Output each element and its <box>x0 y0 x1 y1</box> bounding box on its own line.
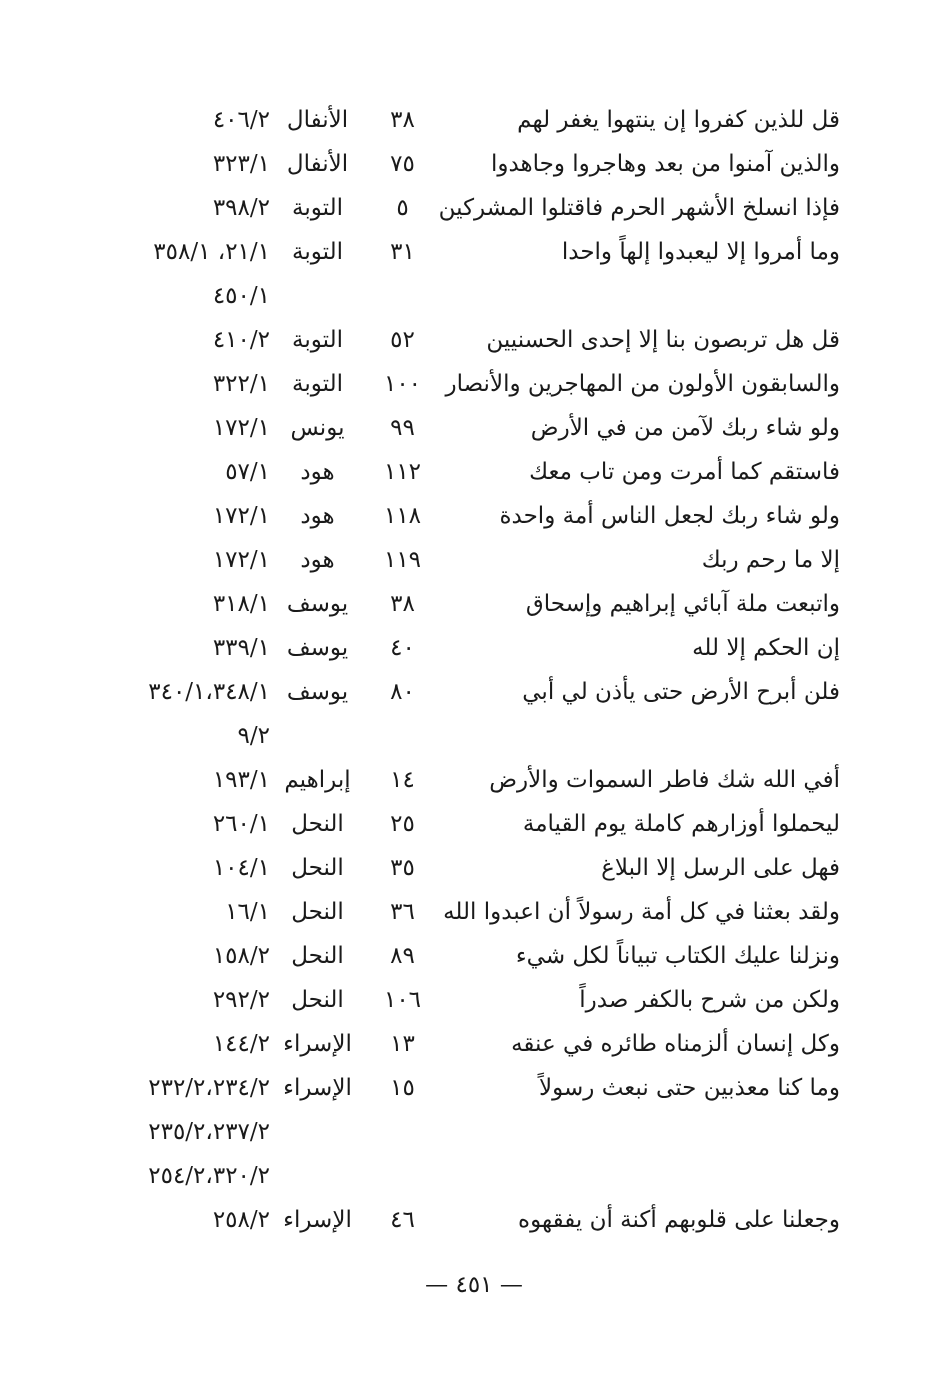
table-row <box>100 582 840 626</box>
table-row <box>100 362 840 406</box>
page-reference: ٢٣٥/٢،٢٣٧/٢ <box>148 1119 270 1145</box>
table-row <box>100 186 840 230</box>
page-reference: ١٧٢/١ <box>212 415 270 441</box>
page-reference: ٣٢٢/١ <box>212 371 270 397</box>
verse-text: إلا ما رحم ربك <box>701 547 840 573</box>
surah-name: هود <box>300 547 335 573</box>
page-reference: ٢٣٢/٢،٢٣٤/٢ <box>148 1075 270 1101</box>
table-row <box>100 802 840 846</box>
verse-text: ولو شاء ربك لجعل الناس أمة واحدة <box>499 503 840 529</box>
table-row <box>100 274 840 318</box>
verse-text: وما أمروا إلا ليعبدوا إلهاً واحدا <box>561 239 840 265</box>
surah-name: التوبة <box>292 327 343 353</box>
surah-name <box>270 274 365 318</box>
table-row <box>100 1154 840 1198</box>
verse-number: ٣١ <box>390 239 415 265</box>
table-row <box>100 494 840 538</box>
page-reference: ١٩٣/١ <box>212 767 270 793</box>
verse-number: ١٠٦ <box>383 987 422 1013</box>
verse-number: ١٤ <box>390 767 415 793</box>
surah-name: إبراهيم <box>284 767 351 793</box>
verse-number: ٨٩ <box>390 943 415 969</box>
surah-name: يونس <box>290 415 345 441</box>
surah-name: الأنفال <box>286 151 349 177</box>
surah-name: الأنفال <box>286 107 349 133</box>
table-row <box>100 890 840 934</box>
page-reference: ٢٩٢/٢ <box>212 987 270 1013</box>
table-row <box>100 318 840 362</box>
verse-text: قل للذين كفروا إن ينتهوا يغفر لهم <box>517 107 840 133</box>
surah-name: النحل <box>291 855 344 881</box>
verse-number: ١٠٠ <box>383 371 422 397</box>
page-reference: ٢١/١، ٣٥٨/١ <box>153 239 270 265</box>
table-row <box>100 758 840 802</box>
verse-number: ٣٨ <box>390 107 415 133</box>
table-row <box>100 406 840 450</box>
verse-number: ٧٥ <box>390 151 415 177</box>
verse-text <box>440 274 840 318</box>
surah-name <box>270 714 365 758</box>
page-reference: ١٠٤/١ <box>212 855 270 881</box>
verse-number: ٥٢ <box>390 327 415 353</box>
table-row <box>100 98 840 142</box>
page-reference: ٢٥٤/٢،٣٢٠/٢ <box>148 1163 270 1189</box>
verse-text: ولكن من شرح بالكفر صدراً <box>579 987 840 1013</box>
surah-name: يوسف <box>286 679 349 705</box>
verse-number: ٣٨ <box>390 591 415 617</box>
verse-number: ٥ <box>396 195 409 221</box>
verse-number: ٤٦ <box>390 1207 415 1233</box>
verse-text: ولو شاء ربك لآمن من في الأرض <box>530 415 840 441</box>
table-row <box>100 934 840 978</box>
verse-text: والسابقون الأولون من المهاجرين والأنصار <box>445 371 840 397</box>
table-row <box>100 142 840 186</box>
verse-text: فإذا انسلخ الأشهر الحرم فاقتلوا المشركين <box>438 195 840 221</box>
verse-text: فاستقم كما أمرت ومن تاب معك <box>529 459 840 485</box>
page-reference: ٩/٢ <box>237 723 270 749</box>
table-row <box>100 978 840 1022</box>
verse-number <box>365 274 440 318</box>
page-reference: ١٧٢/١ <box>212 547 270 573</box>
page-reference: ٣٤٠/١،٣٤٨/١ <box>148 679 270 705</box>
table-row <box>100 450 840 494</box>
page-reference: ٢٦٠/١ <box>212 811 270 837</box>
verse-text: وكل إنسان ألزمناه طائره في عنقه <box>511 1031 840 1057</box>
surah-name <box>270 1110 365 1154</box>
verse-text <box>440 714 840 758</box>
page-reference: ٢٥٨/٢ <box>212 1207 270 1233</box>
table-row <box>100 714 840 758</box>
verse-number: ١١٢ <box>383 459 422 485</box>
surah-name: التوبة <box>292 195 343 221</box>
table-row <box>100 1022 840 1066</box>
page-reference: ٥٧/١ <box>225 459 270 485</box>
table-row <box>100 670 840 714</box>
page-reference: ٣١٨/١ <box>212 591 270 617</box>
surah-name: هود <box>300 503 335 529</box>
verse-number <box>365 1154 440 1198</box>
table-row <box>100 626 840 670</box>
verse-text <box>440 1154 840 1198</box>
table-row <box>100 538 840 582</box>
page-reference: ٣٩٨/٢ <box>212 195 270 221</box>
table-row <box>100 846 840 890</box>
page-reference: ٤١٠/٢ <box>212 327 270 353</box>
verse-number: ١١٩ <box>383 547 422 573</box>
page-number: — ٤٥١ — <box>425 1272 523 1298</box>
page-reference: ٣٣٩/١ <box>212 635 270 661</box>
page-reference: ١٧٢/١ <box>212 503 270 529</box>
surah-name: النحل <box>291 811 344 837</box>
surah-name: النحل <box>291 987 344 1013</box>
verse-text: ليحملوا أوزارهم كاملة يوم القيامة <box>522 811 840 837</box>
verse-text: واتبعت ملة آبائي إبراهيم وإسحاق <box>525 591 840 617</box>
verse-number: ١٣ <box>390 1031 415 1057</box>
page-reference: ٤٠٦/٢ <box>212 107 270 133</box>
table-row <box>100 1198 840 1242</box>
verse-text: قل هل تربصون بنا إلا إحدى الحسنيين <box>486 327 840 353</box>
verse-number: ١١٨ <box>383 503 422 529</box>
verse-number: ٣٦ <box>390 899 415 925</box>
verse-index-table <box>100 98 840 1242</box>
verse-number <box>365 714 440 758</box>
verse-text: وما كنا معذبين حتى نبعث رسولاً <box>539 1075 840 1101</box>
verse-text: والذين آمنوا من بعد وهاجروا وجاهدوا <box>490 151 840 177</box>
verse-text: ونزلنا عليك الكتاب تبياناً لكل شيء <box>515 943 840 969</box>
surah-name: هود <box>300 459 335 485</box>
verse-number: ٨٠ <box>390 679 415 705</box>
verse-number: ٢٥ <box>390 811 415 837</box>
surah-name <box>270 1154 365 1198</box>
page-reference: ٣٢٣/١ <box>212 151 270 177</box>
verse-text: فلن أبرح الأرض حتى يأذن لي أبي <box>522 679 840 705</box>
verse-number: ٩٩ <box>390 415 415 441</box>
verse-text: وجعلنا على قلوبهم أكنة أن يفقهوه <box>518 1207 840 1233</box>
page-reference: ١٥٨/٢ <box>212 943 270 969</box>
surah-name: التوبة <box>292 371 343 397</box>
surah-name: الإسراء <box>283 1031 352 1057</box>
verse-text: ولقد بعثنا في كل أمة رسولاً أن اعبدوا الله <box>443 899 840 925</box>
table-row <box>100 1066 840 1110</box>
table-row <box>100 230 840 274</box>
surah-name: يوسف <box>286 635 349 661</box>
surah-name: التوبة <box>292 239 343 265</box>
surah-name: الإسراء <box>283 1075 352 1101</box>
verse-text: إن الحكم إلا لله <box>692 635 840 661</box>
table-row <box>100 1110 840 1154</box>
verse-number: ٤٠ <box>390 635 415 661</box>
verse-number <box>365 1110 440 1154</box>
page-reference: ٤٥٠/١ <box>212 283 270 309</box>
surah-name: النحل <box>291 899 344 925</box>
verse-text: أفي الله شك فاطر السموات والأرض <box>489 767 840 793</box>
surah-name: يوسف <box>286 591 349 617</box>
verse-number: ٣٥ <box>390 855 415 881</box>
page-reference: ١٦/١ <box>225 899 270 925</box>
page-reference: ١٤٤/٢ <box>212 1031 270 1057</box>
verse-text: فهل على الرسل إلا البلاغ <box>601 855 840 881</box>
surah-name: النحل <box>291 943 344 969</box>
verse-text <box>440 1110 840 1154</box>
surah-name: الإسراء <box>283 1207 352 1233</box>
verse-number: ١٥ <box>390 1075 415 1101</box>
